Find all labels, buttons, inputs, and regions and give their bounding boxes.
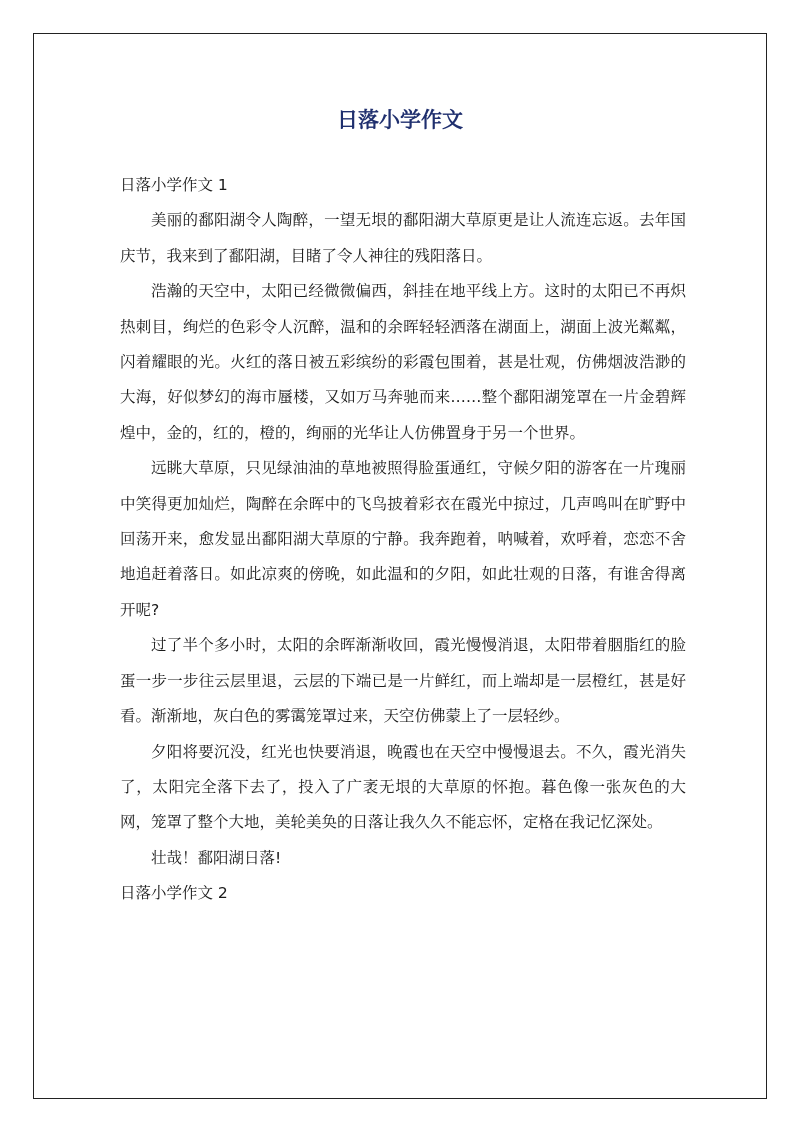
paragraph: 美丽的鄱阳湖令人陶醉，一望无垠的鄱阳湖大草原更是让人流连忘返。去年国庆节，我来到了鄱阳湖，目睹了令人神往的残阳落日。 [120, 211, 686, 265]
paragraph: 夕阳将要沉没，红光也快要消退，晚霞也在天空中慢慢退去。不久，霞光消失了，太阳完全落下去了，投入了广袤无垠的大草原的怀抱。暮色像一张灰色的大网，笼罩了整个大地，美轮美奂的日落让我久久不能忘怀，定格在我记忆深处。 [120, 742, 686, 832]
paragraph: 浩瀚的天空中，太阳已经微微偏西，斜挂在地平线上方。这时的太阳已不再炽热刺目，绚烂的色彩令人沉醉，温和的余晖轻轻洒落在湖面上，湖面上波光粼粼，闪着耀眼的光。火红的落日被五彩缤纷的彩霞包围着，甚是壮观，仿佛烟波浩渺的大海，好似梦幻的海市蜃楼，又如万马奔驰而来……整个鄱阳湖笼罩在一片金碧辉煌中，金的，红的，橙的，绚丽的光华让人仿佛置身于另一个世界。 [120, 282, 686, 442]
section-1 [120, 168, 686, 876]
paragraph: 壮哉！鄱阳湖日落! [151, 848, 282, 867]
section-heading: 日落小学作文 2 [120, 884, 228, 903]
paragraph: 过了半个多小时，太阳的余晖渐渐收回，霞光慢慢消退，太阳带着胭脂红的脸蛋一步一步往云层里退，云层的下端已是一片鲜红，而上端却是一层橙红，甚是好看。渐渐地，灰白色的雾霭笼罩过来，天空仿佛蒙上了一层轻纱。 [120, 636, 686, 726]
section-heading: 日落小学作文 1 [120, 176, 228, 194]
document-body [120, 168, 686, 912]
paragraph: 远眺大草原，只见绿油油的草地被照得脸蛋通红，守候夕阳的游客在一片瑰丽中笑得更加灿烂，陶醉在余晖中的飞鸟披着彩衣在霞光中掠过，几声鸣叫在旷野中回荡开来，愈发显出鄱阳湖大草原的宁静。我奔跑着，呐喊着，欢呼着，恋恋不舍地追赶着落日。如此凉爽的傍晚，如此温和的夕阳，如此壮观的日落，有谁舍得离开呢? [120, 459, 686, 619]
document-title: 日落小学作文 [337, 108, 463, 132]
section-2 [120, 876, 686, 911]
